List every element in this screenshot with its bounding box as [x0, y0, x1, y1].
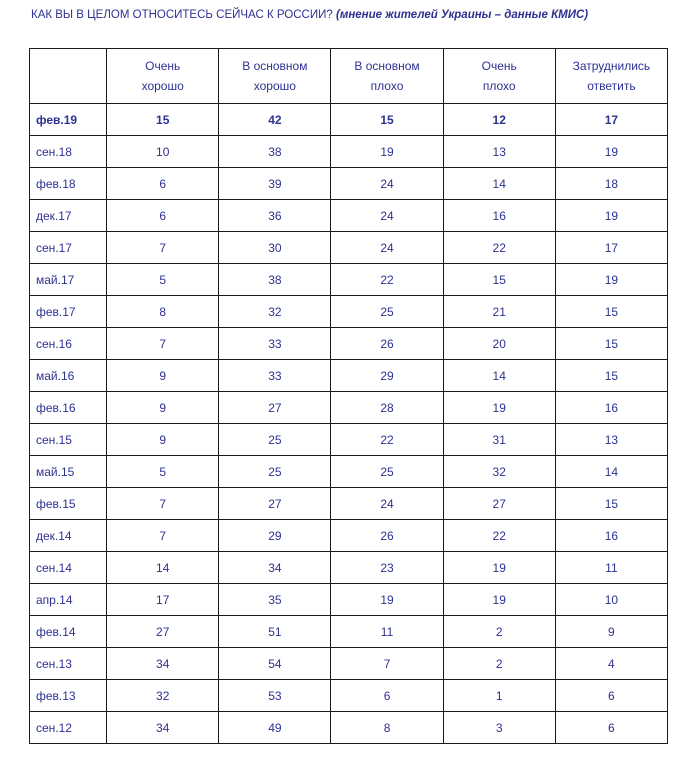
value-cell: 22 [443, 520, 555, 552]
value-cell: 23 [331, 552, 443, 584]
value-cell: 15 [555, 296, 667, 328]
value-cell: 16 [555, 392, 667, 424]
value-cell: 10 [555, 584, 667, 616]
header-empty-cell [30, 49, 107, 104]
table-row [30, 200, 668, 232]
value-cell: 7 [107, 488, 219, 520]
value-cell: 20 [443, 328, 555, 360]
row-date-cell: сен.17 [30, 232, 107, 264]
value-cell: 7 [107, 520, 219, 552]
header-line: плохо [482, 79, 516, 93]
row-date-cell: фев.13 [30, 680, 107, 712]
header-line: В основном [354, 59, 420, 73]
value-cell: 12 [443, 104, 555, 136]
row-date-cell: фев.18 [30, 168, 107, 200]
value-cell: 27 [219, 392, 331, 424]
row-date-cell: фев.14 [30, 616, 107, 648]
table-row [30, 232, 668, 264]
row-date-cell: фев.17 [30, 296, 107, 328]
header-line: Очень [145, 59, 181, 73]
row-date-cell: май.16 [30, 360, 107, 392]
value-cell: 26 [331, 328, 443, 360]
row-date-cell: апр.14 [30, 584, 107, 616]
value-cell: 14 [443, 168, 555, 200]
value-cell: 14 [107, 552, 219, 584]
value-cell: 18 [555, 168, 667, 200]
value-cell: 11 [331, 616, 443, 648]
value-cell: 19 [555, 264, 667, 296]
value-cell: 21 [443, 296, 555, 328]
value-cell: 2 [443, 648, 555, 680]
value-cell: 19 [443, 552, 555, 584]
page-title [31, 9, 588, 21]
value-cell: 28 [331, 392, 443, 424]
value-cell: 30 [219, 232, 331, 264]
value-cell: 6 [107, 200, 219, 232]
value-cell: 8 [107, 296, 219, 328]
table-row [30, 552, 668, 584]
value-cell: 42 [219, 104, 331, 136]
value-cell: 38 [219, 136, 331, 168]
table-row [30, 584, 668, 616]
table-body [30, 104, 668, 744]
row-date-cell: сен.12 [30, 712, 107, 744]
header-line: Очень [481, 59, 517, 73]
value-cell: 51 [219, 616, 331, 648]
header-line: ответить [587, 79, 636, 93]
value-cell: 5 [107, 456, 219, 488]
value-cell: 49 [219, 712, 331, 744]
value-cell: 24 [331, 488, 443, 520]
table-row [30, 328, 668, 360]
table-row [30, 648, 668, 680]
value-cell: 34 [107, 648, 219, 680]
row-date-cell: фев.15 [30, 488, 107, 520]
value-cell: 17 [555, 104, 667, 136]
value-cell: 22 [443, 232, 555, 264]
value-cell: 24 [331, 168, 443, 200]
table-row [30, 392, 668, 424]
value-cell: 26 [331, 520, 443, 552]
value-cell: 7 [107, 328, 219, 360]
poll-table [29, 48, 668, 744]
value-cell: 9 [555, 616, 667, 648]
value-cell: 6 [107, 168, 219, 200]
row-date-cell: сен.16 [30, 328, 107, 360]
value-cell: 6 [555, 680, 667, 712]
value-cell: 15 [555, 488, 667, 520]
title-main: КАК ВЫ В ЦЕЛОМ ОТНОСИТЕСЬ СЕЙЧАС К РОССИИ? [31, 9, 333, 21]
table-row [30, 104, 668, 136]
value-cell: 19 [555, 136, 667, 168]
value-cell: 11 [555, 552, 667, 584]
value-cell: 9 [107, 392, 219, 424]
table-row [30, 424, 668, 456]
header-very-bad [443, 49, 555, 104]
value-cell: 8 [331, 712, 443, 744]
header-undecided [555, 49, 667, 104]
table-row [30, 456, 668, 488]
value-cell: 27 [107, 616, 219, 648]
value-cell: 15 [331, 104, 443, 136]
value-cell: 19 [331, 136, 443, 168]
value-cell: 15 [443, 264, 555, 296]
value-cell: 7 [331, 648, 443, 680]
value-cell: 32 [443, 456, 555, 488]
header-line: хорошо [253, 79, 296, 93]
value-cell: 3 [443, 712, 555, 744]
value-cell: 19 [443, 584, 555, 616]
table-row [30, 360, 668, 392]
value-cell: 35 [219, 584, 331, 616]
value-cell: 32 [219, 296, 331, 328]
row-date-cell: фев.19 [30, 104, 107, 136]
value-cell: 13 [443, 136, 555, 168]
value-cell: 25 [331, 296, 443, 328]
value-cell: 5 [107, 264, 219, 296]
value-cell: 36 [219, 200, 331, 232]
value-cell: 15 [555, 328, 667, 360]
value-cell: 54 [219, 648, 331, 680]
value-cell: 7 [107, 232, 219, 264]
row-date-cell: май.15 [30, 456, 107, 488]
value-cell: 24 [331, 232, 443, 264]
row-date-cell: сен.18 [30, 136, 107, 168]
value-cell: 1 [443, 680, 555, 712]
value-cell: 27 [443, 488, 555, 520]
value-cell: 33 [219, 360, 331, 392]
table-header-row [30, 49, 668, 104]
value-cell: 6 [555, 712, 667, 744]
value-cell: 34 [219, 552, 331, 584]
value-cell: 31 [443, 424, 555, 456]
value-cell: 19 [555, 200, 667, 232]
row-date-cell: дек.17 [30, 200, 107, 232]
value-cell: 33 [219, 328, 331, 360]
value-cell: 29 [219, 520, 331, 552]
row-date-cell: сен.13 [30, 648, 107, 680]
value-cell: 9 [107, 424, 219, 456]
header-line: плохо [370, 79, 404, 93]
value-cell: 22 [331, 264, 443, 296]
value-cell: 14 [555, 456, 667, 488]
value-cell: 29 [331, 360, 443, 392]
value-cell: 27 [219, 488, 331, 520]
row-date-cell: дек.14 [30, 520, 107, 552]
value-cell: 15 [555, 360, 667, 392]
header-line: Затруднились [572, 59, 651, 73]
header-very-good [107, 49, 219, 104]
table-row [30, 616, 668, 648]
value-cell: 32 [107, 680, 219, 712]
value-cell: 25 [219, 456, 331, 488]
table-row [30, 296, 668, 328]
value-cell: 15 [107, 104, 219, 136]
value-cell: 53 [219, 680, 331, 712]
header-line: В основном [242, 59, 308, 73]
value-cell: 4 [555, 648, 667, 680]
value-cell: 13 [555, 424, 667, 456]
table-row [30, 488, 668, 520]
row-date-cell: фев.16 [30, 392, 107, 424]
table-row [30, 712, 668, 744]
value-cell: 24 [331, 200, 443, 232]
value-cell: 39 [219, 168, 331, 200]
value-cell: 25 [219, 424, 331, 456]
value-cell: 17 [107, 584, 219, 616]
row-date-cell: сен.15 [30, 424, 107, 456]
value-cell: 2 [443, 616, 555, 648]
value-cell: 16 [443, 200, 555, 232]
value-cell: 22 [331, 424, 443, 456]
value-cell: 38 [219, 264, 331, 296]
value-cell: 17 [555, 232, 667, 264]
value-cell: 19 [331, 584, 443, 616]
table-row [30, 520, 668, 552]
row-date-cell: май.17 [30, 264, 107, 296]
value-cell: 9 [107, 360, 219, 392]
table-row [30, 168, 668, 200]
header-mostly-good [219, 49, 331, 104]
value-cell: 25 [331, 456, 443, 488]
header-line: хорошо [141, 79, 184, 93]
table-row [30, 136, 668, 168]
value-cell: 34 [107, 712, 219, 744]
table-row [30, 680, 668, 712]
value-cell: 16 [555, 520, 667, 552]
value-cell: 19 [443, 392, 555, 424]
header-mostly-bad [331, 49, 443, 104]
value-cell: 6 [331, 680, 443, 712]
value-cell: 10 [107, 136, 219, 168]
value-cell: 14 [443, 360, 555, 392]
title-source: (мнение жителей Украины – данные КМИС) [335, 9, 589, 21]
table-row [30, 264, 668, 296]
row-date-cell: сен.14 [30, 552, 107, 584]
